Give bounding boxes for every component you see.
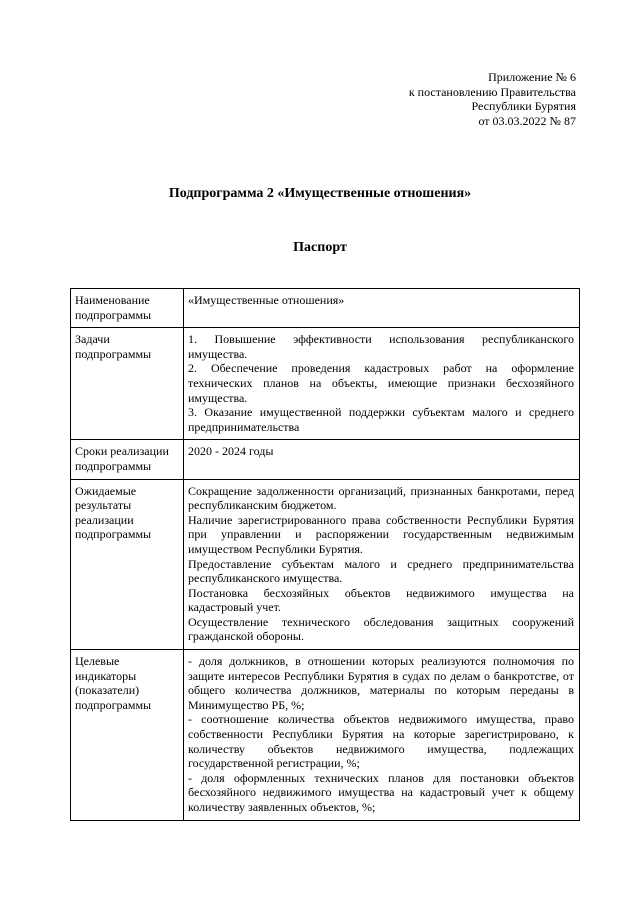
passport-heading: Паспорт xyxy=(293,240,347,255)
appendix-line: Республики Бурятия xyxy=(471,99,576,113)
row-value xyxy=(184,650,580,821)
value-line: Предоставление субъектам малого и среднего предпринимательства республиканского имущества. xyxy=(188,556,574,586)
value-line: - доля должников, в отношении которых реализуются полномочия по защите интересов Республики Бурятия в судах по делам о банкротстве, от общего количества должников, материалы по которым переданы в Минимущество РБ, %; xyxy=(188,654,574,712)
value-line: Постановка бесхозяйных объектов недвижимого имущества на кадастровый учет. xyxy=(188,585,574,615)
row-value xyxy=(184,440,580,479)
value-line: - соотношение количества объектов недвижимого имущества, право собственности Республики Бурятия на которые зарегистрировано, к количеству объектов недвижимого имущества, подлежащих государственной регистрации, %; xyxy=(188,712,574,771)
table-row xyxy=(71,479,580,650)
row-label: Целевые индикаторы (показатели) подпрограммы xyxy=(71,650,184,821)
appendix-header xyxy=(409,70,576,128)
table-row xyxy=(71,440,580,479)
value-line: 1. Повышение эффективности использования республиканского имущества. xyxy=(188,332,574,361)
row-value xyxy=(184,328,580,440)
table-row xyxy=(71,328,580,440)
row-label: Ожидаемые результаты реализации подпрограммы xyxy=(71,479,184,650)
appendix-line: от 03.03.2022 № 87 xyxy=(478,113,576,128)
appendix-line: к постановлению Правительства xyxy=(408,84,576,99)
value-line: 2020 - 2024 годы xyxy=(188,444,274,459)
value-line: 3. Оказание имущественной поддержки субъектам малого и среднего предпринимательства xyxy=(188,405,574,434)
passport-table xyxy=(70,288,580,821)
document-title: Подпрограмма 2 «Имущественные отношения» xyxy=(168,186,472,201)
appendix-line: Приложение № 6 xyxy=(488,70,576,84)
value-line: «Имущественные отношения» xyxy=(188,293,345,307)
value-line: 2. Обеспечение проведения кадастровых работ на оформление технических планов на объекты, имеющие признаки бесхозяйного имущества. xyxy=(188,361,574,405)
value-line: - доля оформленных технических планов для постановки объектов бесхозяйного недвижимого имущества на кадастровый учет к общему количеству заявленных объектов, %; xyxy=(188,770,574,814)
row-label: Сроки реализации подпрограммы xyxy=(71,440,184,479)
row-label: Наименование подпрограммы xyxy=(71,289,184,328)
table-row xyxy=(71,650,580,821)
table-row xyxy=(71,289,580,328)
value-line: Наличие зарегистрированного права собственности Республики Бурятия при управлении и распоряжении государственным недвижимым имуществом Республики Бурятия. xyxy=(188,512,574,556)
value-line: Сокращение задолженности организаций, признанных банкротами, перед республиканским бюджетом. xyxy=(188,483,574,513)
row-value xyxy=(184,479,580,650)
row-value xyxy=(184,289,580,328)
value-line: Осуществление технического обследования защитных сооружений гражданской обороны. xyxy=(188,614,574,644)
row-label: Задачи подпрограммы xyxy=(71,328,184,440)
